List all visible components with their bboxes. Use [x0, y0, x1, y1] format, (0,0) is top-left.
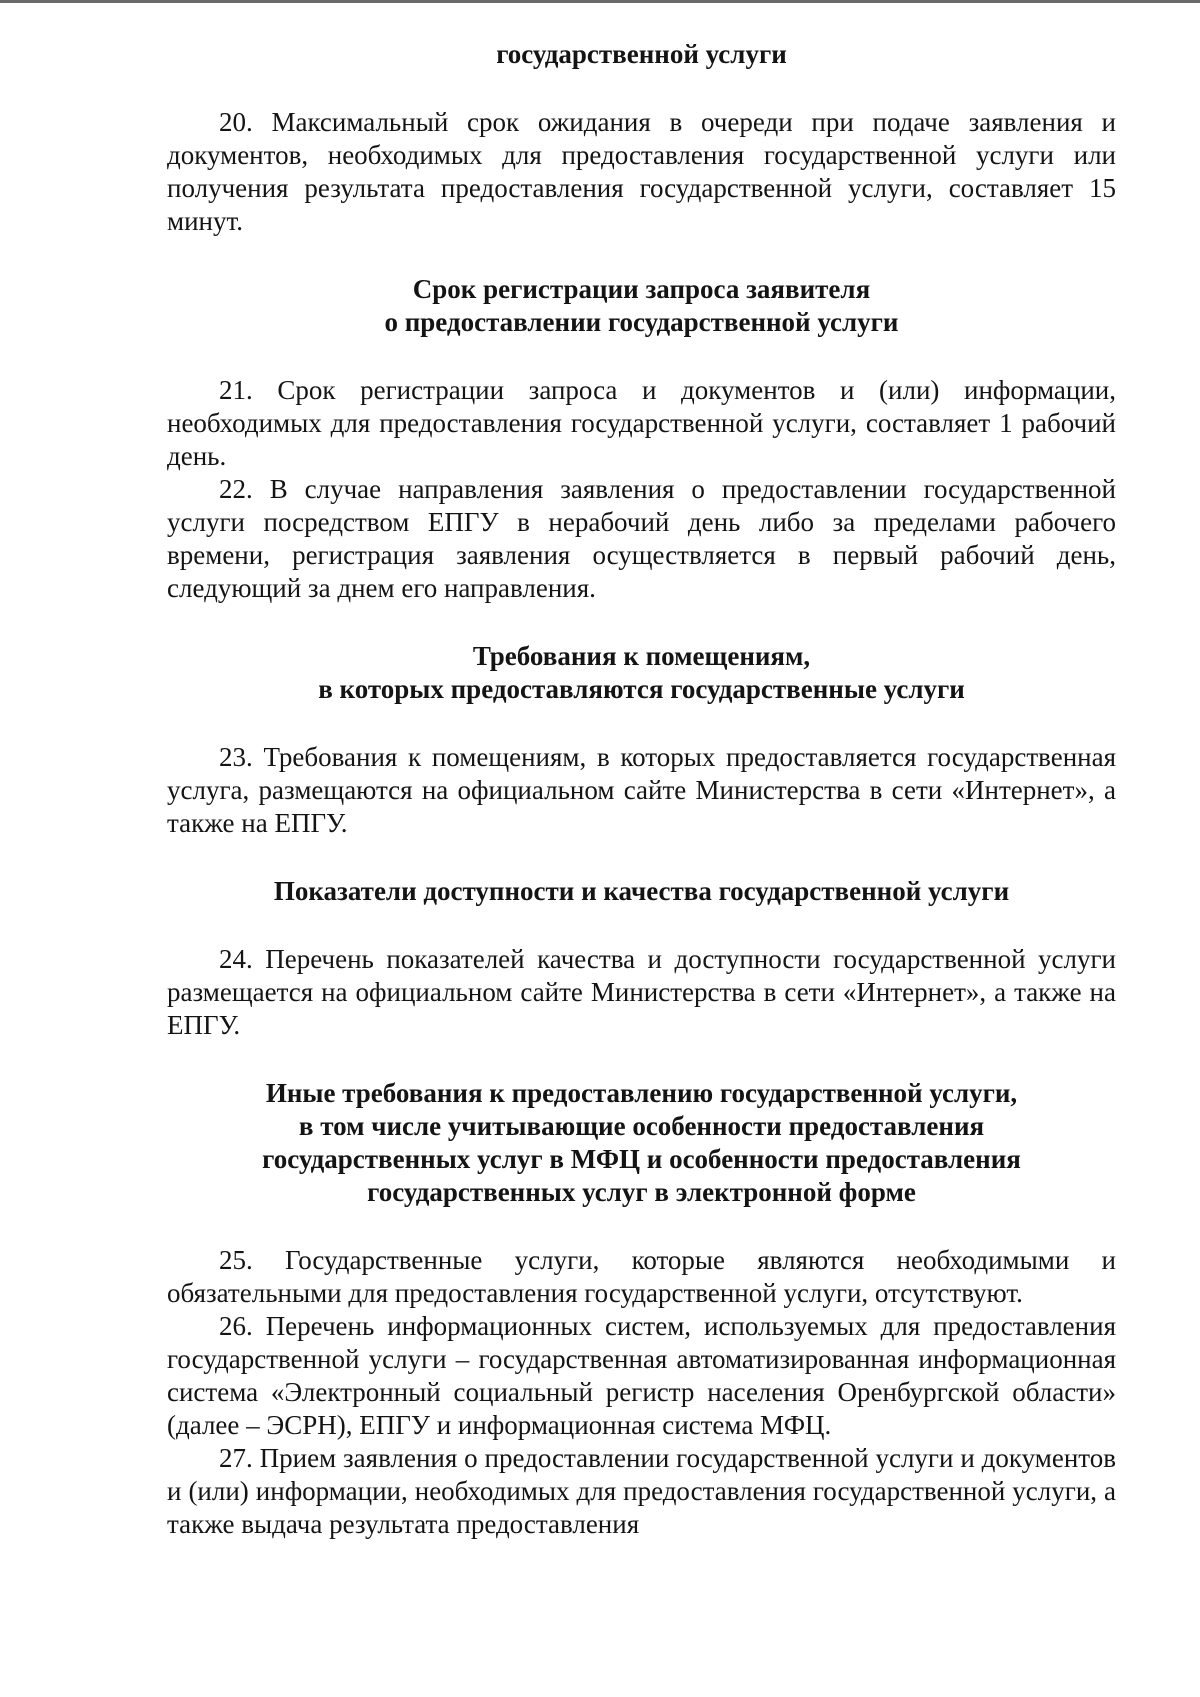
heading-premises-requirements — [167, 640, 1116, 706]
heading-line: государственных услуг в МФЦ и особенности предоставления — [262, 1144, 1021, 1174]
paragraph-26: 26. Перечень информационных систем, используемых для предоставления государственной услуги – государственная автоматизированная информационная система «Электронный социальный регистр населения Оренбургской области» (далее – ЭСРН), ЕПГУ и информационная система МФЦ. — [167, 1311, 1116, 1440]
paragraph-22: 22. В случае направления заявления о предоставлении государственной услуги посредством ЕПГУ в нерабочий день либо за пределами рабочего времени, регистрация заявления осуществляется в первый рабочий день, следующий за днем его направления. — [167, 474, 1116, 603]
heading-continuation: государственной услуги — [496, 39, 787, 69]
spacer — [167, 339, 1116, 374]
heading-line: в которых предоставляются государственные услуги — [318, 674, 965, 704]
heading-registration-term — [167, 273, 1116, 339]
heading-line: в том числе учитывающие особенности предоставления — [298, 1111, 985, 1141]
spacer — [167, 1042, 1116, 1077]
heading-line: Требования к помещениям, — [472, 641, 811, 671]
paragraph-27: 27. Прием заявления о предоставлении государственной услуги и документов и (или) информации, необходимых для предоставления государственной услуги, а также выдача результата предоставления — [167, 1443, 1116, 1539]
heading-other-requirements — [167, 1077, 1116, 1209]
document-page — [167, 38, 1116, 1541]
heading-line: Срок регистрации запроса заявителя — [412, 274, 871, 304]
scan-top-edge — [0, 0, 1200, 3]
spacer — [167, 1209, 1116, 1244]
paragraph-21: 21. Срок регистрации запроса и документов и (или) информации, необходимых для предоставления государственной услуги, составляет 1 рабочий день. — [167, 375, 1116, 471]
paragraph-25: 25. Государственные услуги, которые являются необходимыми и обязательными для предоставления государственной услуги, отсутствуют. — [167, 1245, 1116, 1308]
spacer — [167, 706, 1116, 741]
heading-line: о предоставлении государственной услуги — [384, 307, 899, 337]
spacer — [167, 238, 1116, 273]
heading-line: государственных услуг в электронной форме — [367, 1177, 916, 1207]
heading-quality-indicators: Показатели доступности и качества государственной услуги — [273, 876, 1010, 906]
spacer — [167, 71, 1116, 106]
paragraph-24: 24. Перечень показателей качества и доступности государственной услуги размещается на официальном сайте Министерства в сети «Интернет», а также на ЕПГУ. — [167, 944, 1116, 1040]
spacer — [167, 605, 1116, 640]
paragraph-23: 23. Требования к помещениям, в которых предоставляется государственная услуга, размещаются на официальном сайте Министерства в сети «Интернет», а также на ЕПГУ. — [167, 742, 1116, 838]
spacer — [167, 908, 1116, 943]
spacer — [167, 840, 1116, 875]
paragraph-20: 20. Максимальный срок ожидания в очереди при подаче заявления и документов, необходимых для предоставления государственной услуги или получения результата предоставления государственной услуги, составляет 15 минут. — [167, 107, 1116, 236]
heading-line: Иные требования к предоставлению государственной услуги, — [265, 1078, 1018, 1108]
